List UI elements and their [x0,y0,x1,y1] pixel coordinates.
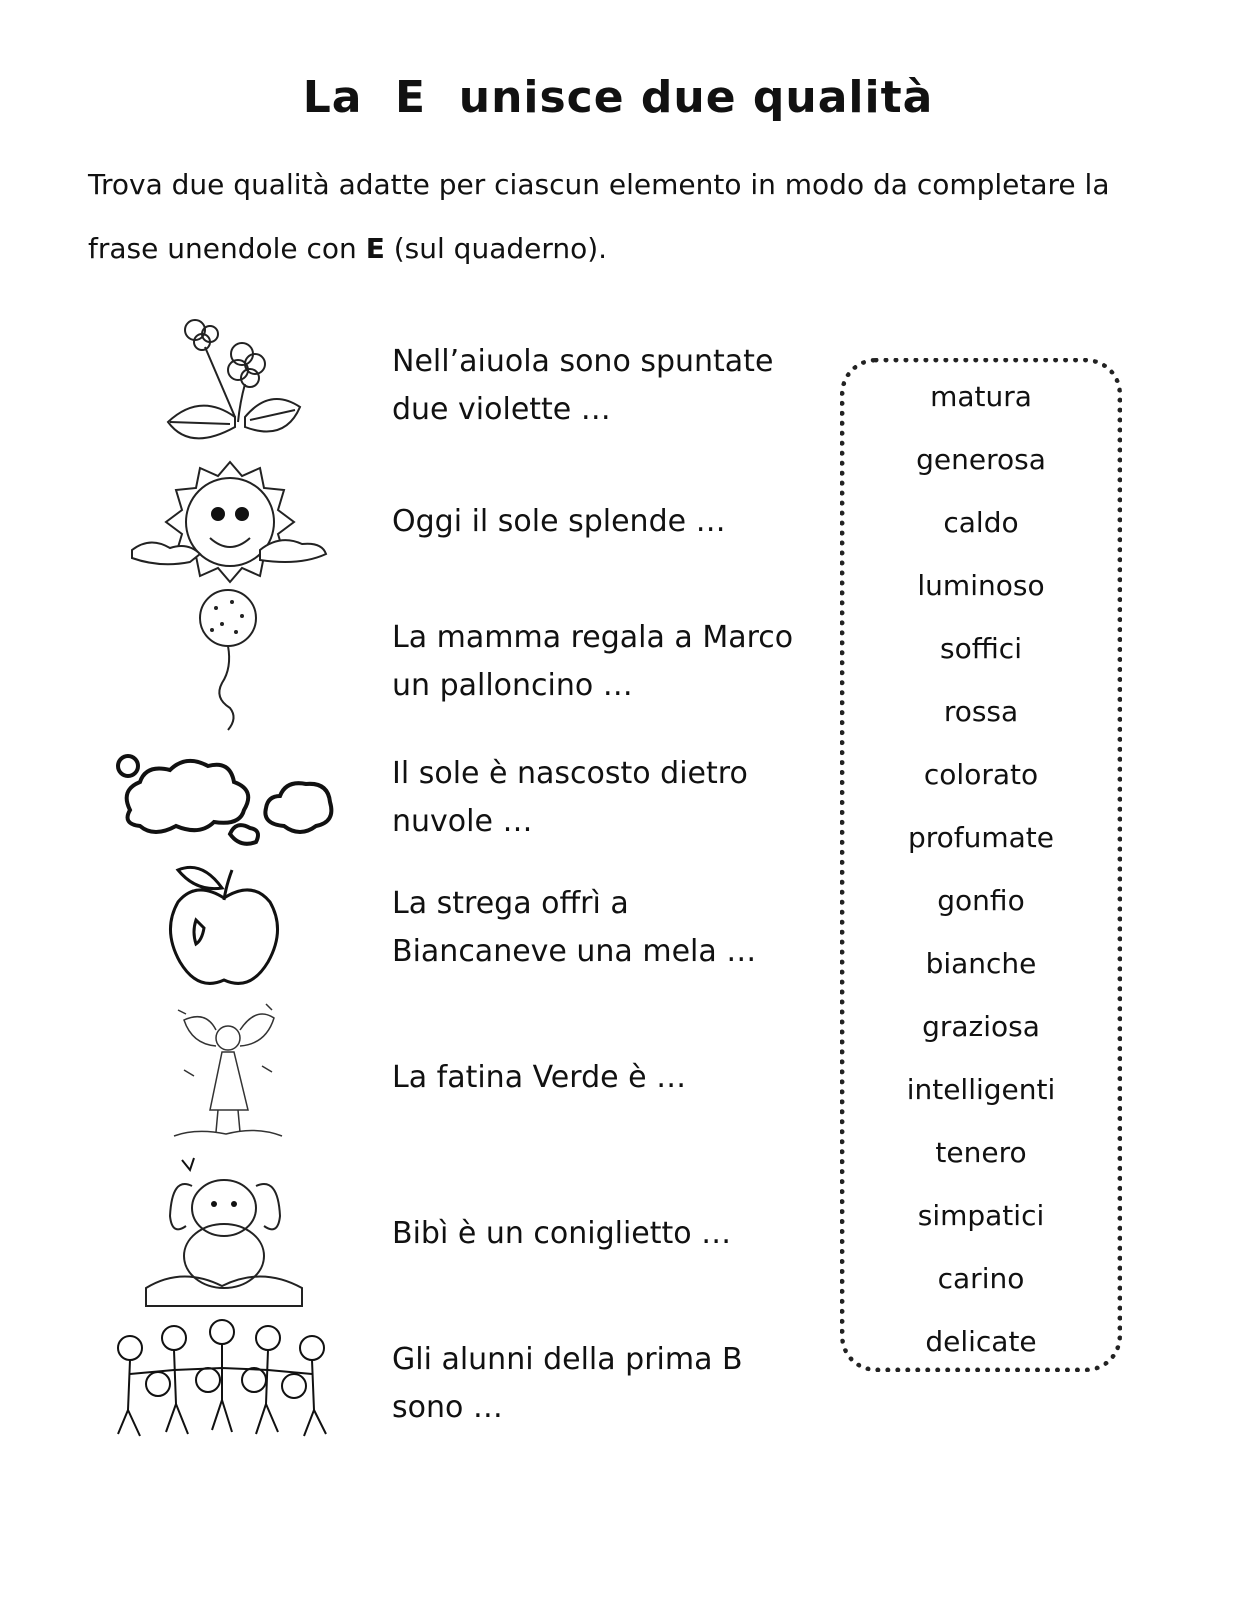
word-item: soffici [940,632,1022,665]
sentence-line: sono … [392,1390,503,1425]
sentence-line: La strega offrì a [392,886,629,921]
sentence-alunni [392,1336,832,1432]
sentence-line: Il sole è nascosto dietro [392,756,748,791]
bunny-icon [142,1156,306,1308]
sentence-line: La mamma regala a Marco [392,620,794,655]
sentence-palloncino [392,614,832,710]
word-item: profumate [907,821,1055,854]
sentence-fatina [392,1054,832,1102]
sentence-nuvole [392,750,832,846]
instructions-line-2 [88,232,1168,265]
word-item: delicate [925,1325,1037,1358]
word-item: rossa [943,695,1019,728]
word-item: gonfio [937,884,1025,917]
sentence-line: Bibì è un coniglietto … [392,1216,732,1251]
sentence-line: nuvole … [392,804,533,839]
sentence-mela [392,880,832,976]
sentence-line: Nell’aiuola sono spuntate [392,344,774,379]
violet-flower-icon [150,312,310,452]
sentence-line: due violette … [392,392,611,427]
sentence-line: La fatina Verde è … [392,1060,687,1095]
sentence-line: Gli alunni della prima B [392,1342,743,1377]
word-item: simpatici [917,1199,1045,1232]
word-item: luminoso [917,569,1045,602]
page-title: La E unisce due qualità [302,72,934,123]
sentence-sole [392,498,832,546]
clouds-icon [110,750,338,846]
word-item: generosa [916,443,1046,476]
word-item: matura [930,380,1032,413]
instructions-text: frase unendole con [88,232,366,265]
instructions-bold-e: E [365,232,385,265]
word-item: tenero [935,1136,1027,1169]
children-circle-icon [104,1314,338,1446]
sentence-line: un palloncino … [392,668,633,703]
sentence-line: Oggi il sole splende … [392,504,726,539]
word-item: carino [937,1262,1025,1295]
word-item: intelligenti [906,1073,1056,1106]
word-item: caldo [943,506,1019,539]
fairy-icon [166,1000,286,1146]
word-item: colorato [923,758,1039,791]
word-item: graziosa [922,1010,1040,1043]
sun-icon [130,458,330,584]
apple-icon [166,858,282,994]
instructions-text-end: (sul quaderno). [384,232,608,265]
balloon-icon [192,588,264,732]
instructions-line-1: Trova due qualità adatte per ciascun elemento in modo da completare la [88,168,1110,201]
sentence-line: Biancaneve una mela … [392,934,757,969]
word-item: bianche [925,947,1037,980]
sentence-coniglietto [392,1210,832,1258]
sentence-violette [392,338,832,434]
